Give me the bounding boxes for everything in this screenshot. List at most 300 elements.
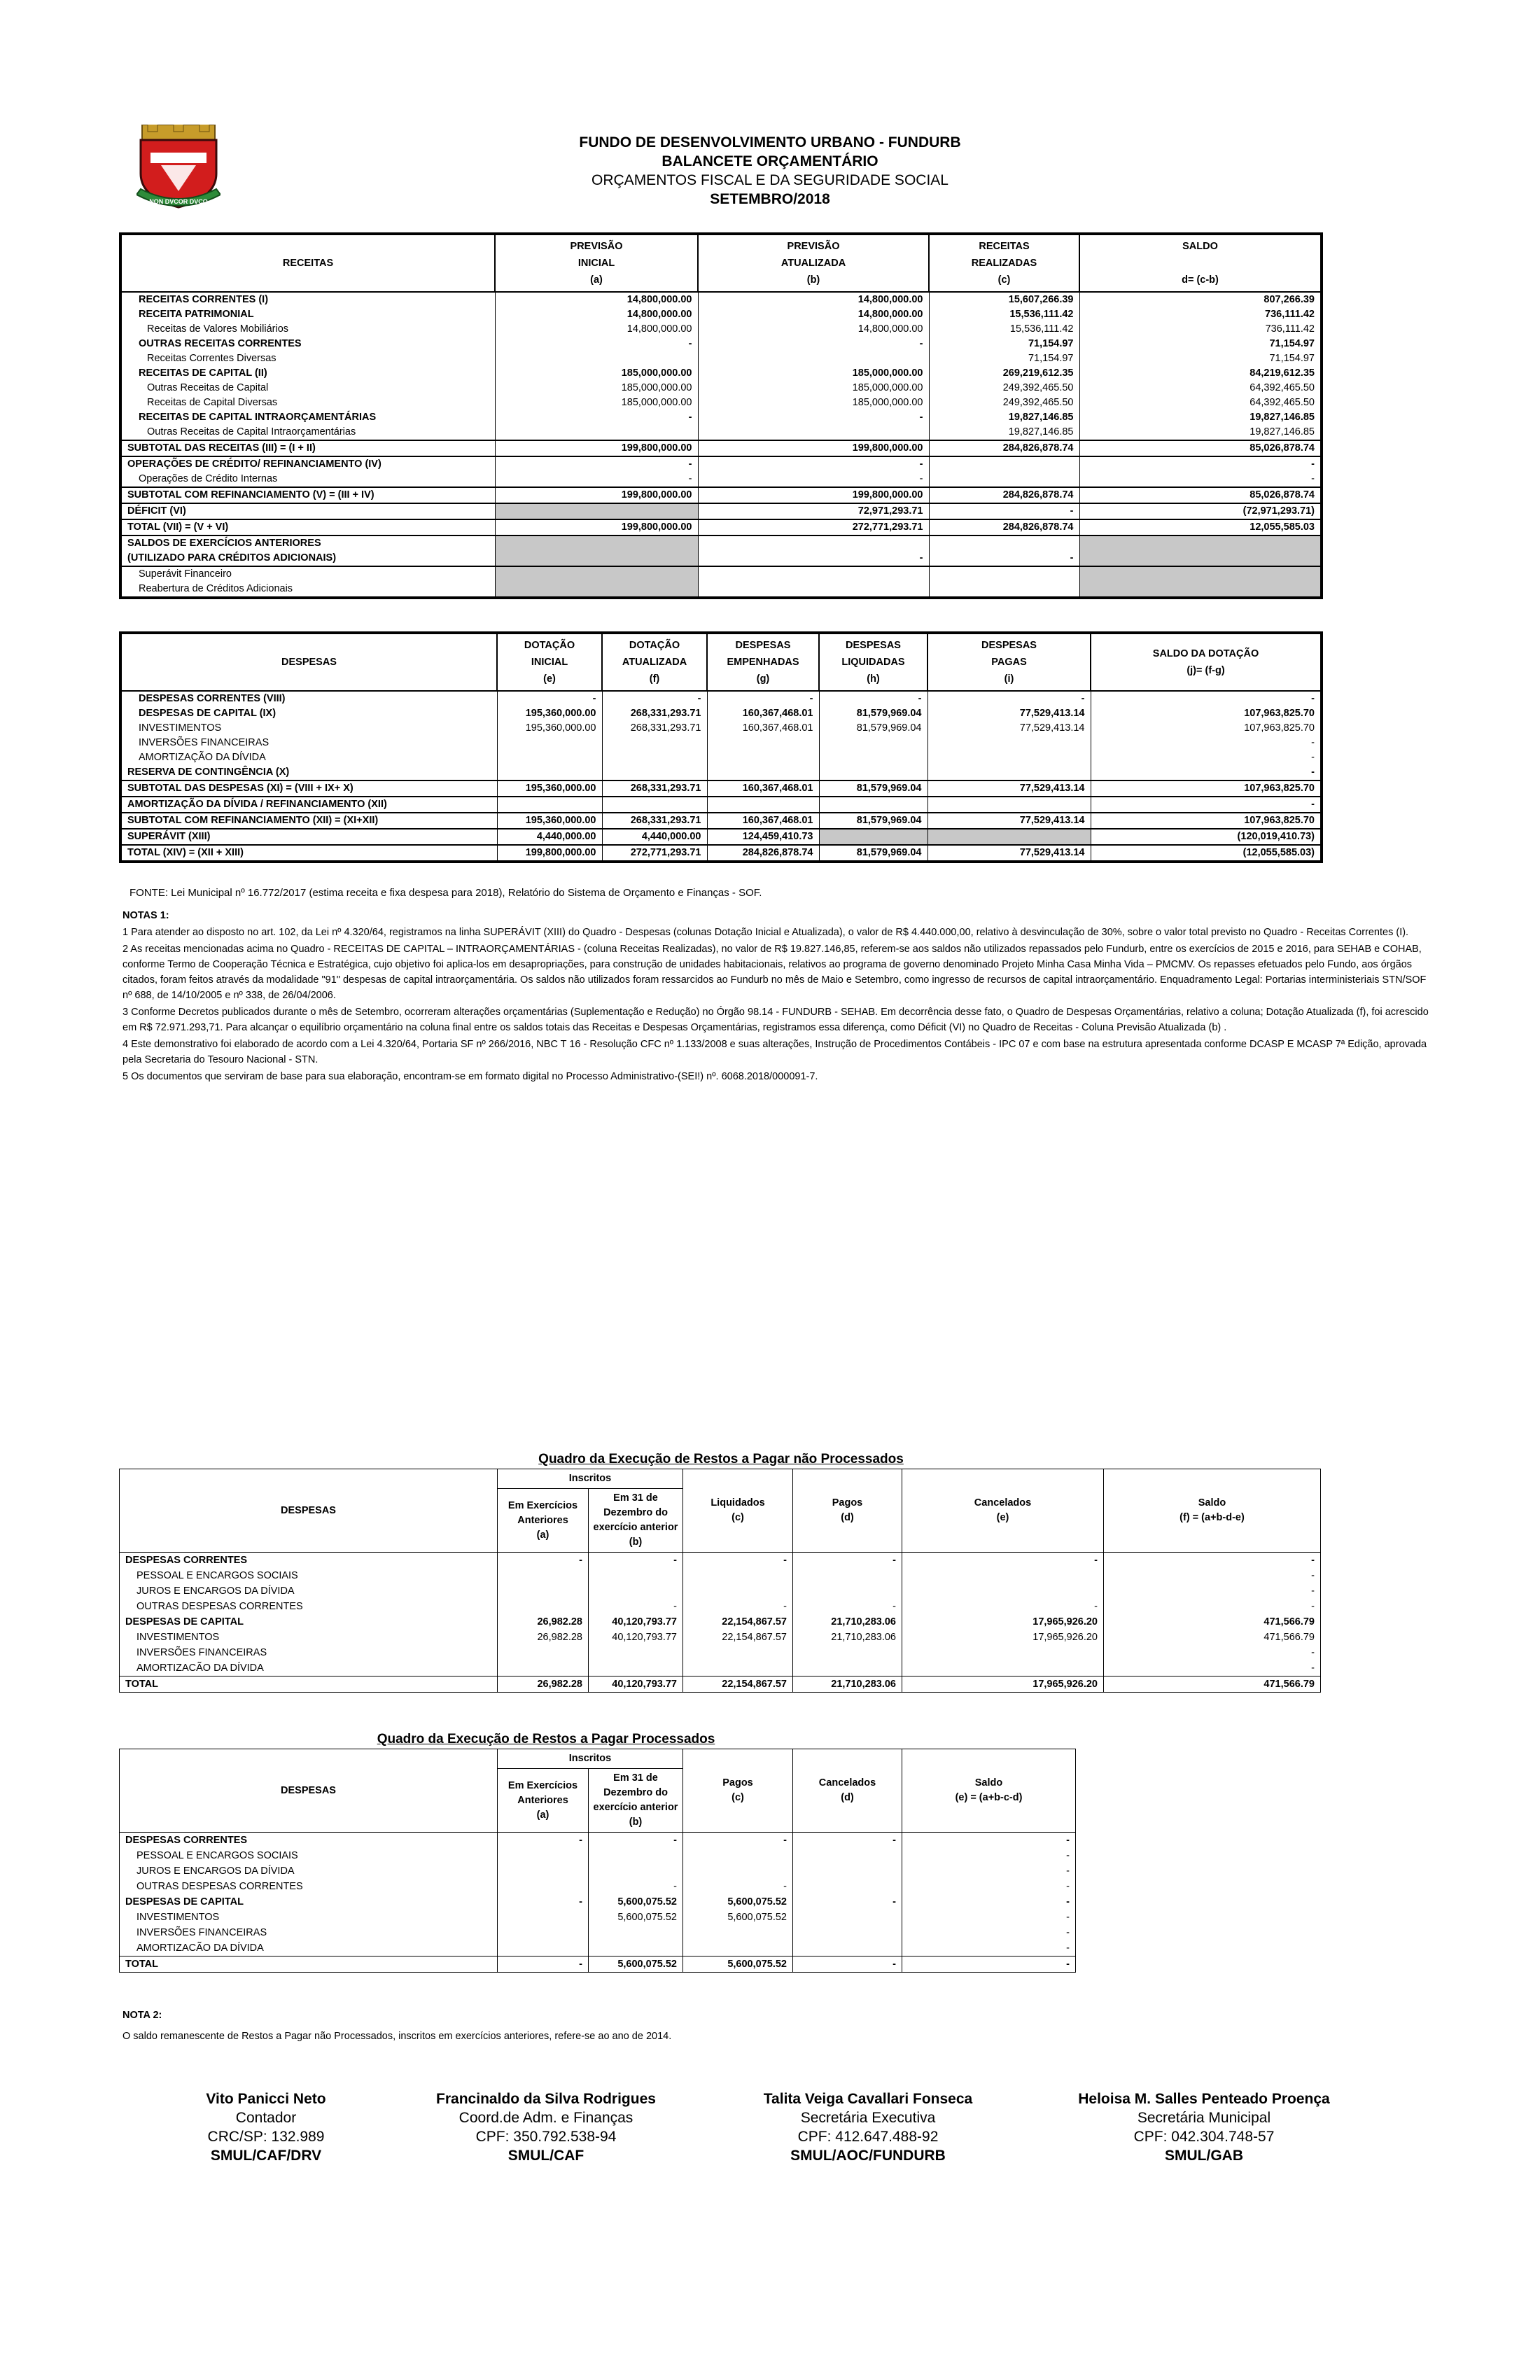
note-4: 4 Este demonstrativo foi elaborado de acordo com a Lei 4.320/64, Portaria SF nº 266/2016, NBC T 16 - Resolução CFC nº 1.133/2008 e suas alterações, Instrução de Procedimentos Contábeis - IPC 07 e com base na estrutura apresentada conforme DCASP E MCASP 7ª Edição, aprovada pela Secretaria do Tesouro Nacional - STN.: [122, 1039, 1427, 1065]
cell-value: -: [1079, 472, 1322, 487]
receitas-row: [120, 410, 1322, 425]
cell-value: -: [902, 1863, 1076, 1879]
cell-value: 249,392,465.50: [929, 396, 1079, 410]
cell-value: 21,710,283.06: [793, 1630, 902, 1645]
cell-value: [902, 1660, 1104, 1676]
signature-3: [728, 2090, 1008, 2165]
cell-value: -: [1091, 736, 1322, 750]
receitas-table: [119, 232, 1323, 599]
cell-value: -: [683, 1553, 793, 1569]
cell-value: [498, 1660, 589, 1676]
cell-value: [927, 736, 1091, 750]
row-label: JUROS E ENCARGOS DA DÍVIDA: [120, 1863, 498, 1879]
cell-value: [683, 1660, 793, 1676]
row-label: Reabertura de Créditos Adicionais: [139, 583, 293, 594]
rpnp-col-cancelados: Cancelados (e): [902, 1469, 1104, 1553]
cell-value: 71,154.97: [1079, 337, 1322, 351]
signature-name: Vito Panicci Neto: [206, 2091, 326, 2107]
cell-value: 72,971,293.71: [698, 503, 929, 519]
document-header: [0, 133, 1540, 209]
cell-value: [927, 765, 1091, 780]
signature-1: [133, 2090, 399, 2165]
cell-value: -: [902, 1940, 1076, 1956]
receitas-row: [120, 381, 1322, 396]
cell-value: 185,000,000.00: [698, 396, 929, 410]
cell-value: -: [698, 456, 929, 472]
cell-value: [602, 797, 707, 813]
cell-value: [683, 1863, 793, 1879]
cell-value: 85,026,878.74: [1079, 440, 1322, 456]
cell-value: [1079, 551, 1322, 566]
receitas-row: [120, 366, 1322, 381]
row-label: RECEITAS DE CAPITAL (II): [139, 368, 267, 379]
source-line: FONTE: Lei Municipal nº 16.772/2017 (estima receita e fixa despesa para 2018), Relatório do Sistema de Orçamento e Finanças - SOF.: [130, 887, 762, 899]
row-label: AMORTIZACÃO DA DÍVIDA: [120, 1660, 498, 1676]
cell-value: [698, 582, 929, 598]
row-label: DESPESAS CORRENTES (VIII): [139, 693, 286, 704]
row-label: SUBTOTAL COM REFINANCIAMENTO (V) = (III + IV): [120, 487, 495, 503]
cell-value: 272,771,293.71: [698, 519, 929, 536]
cell-value: [698, 566, 929, 582]
cell-value: 284,826,878.74: [929, 440, 1079, 456]
cell-value: 14,800,000.00: [698, 322, 929, 337]
cell-value: -: [683, 1833, 793, 1849]
cell-value: [498, 1863, 589, 1879]
cell-value: 19,827,146.85: [1079, 425, 1322, 440]
cell-value: [602, 736, 707, 750]
row-label: INVERSÕES FINANCEIRAS: [120, 1925, 498, 1940]
row-label: RESERVA DE CONTINGÊNCIA (X): [127, 766, 290, 778]
cell-value: [1079, 566, 1322, 582]
rpp-col-inscritos: Inscritos: [498, 1749, 683, 1769]
cell-value: -: [902, 1833, 1076, 1849]
row-label: SUBTOTAL COM REFINANCIAMENTO (XII) = (XI+XII): [120, 813, 497, 829]
row-label: Receitas Correntes Diversas: [147, 353, 276, 364]
cell-value: 64,392,465.50: [1079, 381, 1322, 396]
row-label: OUTRAS DESPESAS CORRENTES: [120, 1599, 498, 1614]
cell-value: [683, 1568, 793, 1583]
signature-role: Contador: [235, 2110, 297, 2126]
cell-value: 160,367,468.01: [707, 721, 819, 736]
cell-value: [495, 551, 698, 566]
cell-value: 85,026,878.74: [1079, 487, 1322, 503]
row-label: INVERSÕES FINANCEIRAS: [120, 1645, 498, 1660]
cell-value: -: [819, 691, 927, 706]
despesas-header-row: DESPESAS DOTAÇÃO INICIAL (e) DOTAÇÃO ATUALIZADA (f) DESPESAS EMPENHADAS (g) DESPESAS LIQUIDADAS (h) DESPESAS PAGAS (i) SALDO DA DOTAÇÃO (j)= (f-g): [120, 633, 1322, 691]
receitas-row: [120, 337, 1322, 351]
cell-value: -: [1104, 1583, 1321, 1599]
note-3: 3 Conforme Decretos publicados durante o mês de Setembro, ocorreram alterações orçamentárias (Suplementação e Redução) no Órgão 98.14 - FUNDURB - SEHAB. Em decorrência desse fato, o Quadro de Despesas Orçamentárias, relativo a coluna; Dotação Atualizada (f), foi acrescido em R$ 72.971.293,71. Para alcançar o equilíbrio orçamentário na coluna final entre os saldos totais das Receitas e Despesas Orçamentárias, registramos essa diferença, como Déficit (VI) no Quadro de Receitas - Coluna Previsão Atualizada (b) .: [122, 1007, 1429, 1033]
cell-value: 199,800,000.00: [497, 845, 602, 862]
cell-value: -: [1104, 1660, 1321, 1676]
cell-value: 15,536,111.42: [929, 322, 1079, 337]
cell-value: 4,440,000.00: [497, 829, 602, 845]
despesas-row: [120, 797, 1322, 813]
row-label: SUBTOTAL DAS RECEITAS (III) = (I + II): [120, 440, 495, 456]
rpp-row: [120, 1940, 1076, 1956]
cell-value: -: [698, 410, 929, 425]
cell-value: [498, 1940, 589, 1956]
row-label: DÉFICIT (VI): [120, 503, 495, 519]
cell-value: 19,827,146.85: [929, 425, 1079, 440]
cell-value: 12,055,585.03: [1079, 519, 1322, 536]
cell-value: [495, 351, 698, 366]
cell-value: 5,600,075.52: [683, 1956, 793, 1973]
cell-value: [707, 797, 819, 813]
cell-value: -: [929, 551, 1079, 566]
cell-value: 160,367,468.01: [707, 706, 819, 721]
row-label: OUTRAS RECEITAS CORRENTES: [139, 338, 302, 349]
row-label: Receitas de Capital Diversas: [147, 397, 278, 408]
rpnp-total-row: [120, 1676, 1321, 1693]
cell-value: 124,459,410.73: [707, 829, 819, 845]
row-label: Outras Receitas de Capital Intraorçamentárias: [147, 426, 356, 438]
despesas-row: [120, 736, 1322, 750]
receitas-row: [120, 456, 1322, 472]
cell-value: 26,982.28: [498, 1630, 589, 1645]
cell-value: 272,771,293.71: [602, 845, 707, 862]
cell-value: -: [498, 1553, 589, 1569]
cell-value: -: [1091, 750, 1322, 765]
cell-value: 77,529,413.14: [927, 706, 1091, 721]
cell-value: 185,000,000.00: [698, 381, 929, 396]
signature-doc: CRC/SP: 132.989: [207, 2129, 325, 2145]
cell-value: [819, 765, 927, 780]
cell-value: 199,800,000.00: [495, 519, 698, 536]
cell-value: [498, 1848, 589, 1863]
cell-value: -: [495, 456, 698, 472]
nota2-section: [122, 2008, 1435, 2045]
cell-value: -: [1091, 765, 1322, 780]
cell-value: 5,600,075.52: [589, 1894, 683, 1910]
cell-value: -: [929, 503, 1079, 519]
cell-value: -: [1104, 1645, 1321, 1660]
rpp-row: [120, 1879, 1076, 1894]
cell-value: 268,331,293.71: [602, 780, 707, 797]
cell-value: [498, 1599, 589, 1614]
cell-value: [793, 1925, 902, 1940]
report-period: SETEMBRO/2018: [710, 191, 830, 207]
nota2-title: NOTA 2:: [122, 2010, 162, 2021]
row-label: SALDOS DE EXERCÍCIOS ANTERIORES: [120, 536, 495, 551]
cell-value: 40,120,793.77: [589, 1614, 683, 1630]
rpnp-row: [120, 1583, 1321, 1599]
cell-value: 268,331,293.71: [602, 721, 707, 736]
cell-value: 107,963,825.70: [1091, 813, 1322, 829]
cell-value: 81,579,969.04: [819, 813, 927, 829]
cell-value: -: [927, 691, 1091, 706]
despesas-row: [120, 721, 1322, 736]
cell-value: [602, 765, 707, 780]
cell-value: [1079, 582, 1322, 598]
row-label: DESPESAS CORRENTES: [120, 1553, 498, 1569]
cell-value: 199,800,000.00: [495, 487, 698, 503]
row-label: DESPESAS DE CAPITAL (IX): [139, 708, 276, 719]
note-2: 2 As receitas mencionadas acima no Quadro - RECEITAS DE CAPITAL – INTRAORÇAMENTÁRIAS - (coluna Receitas Realizadas), no valor de R$ 19.827.146,85, referem-se aos saldos não utilizados repassados pelo Fundurb, entre os exercícios de 2015 e 2016, para SEHAB e COHAB, conforme Termo de Cooperação Técnica e Estratégica, cujo objetivo foi aplica-los em desapropriações, para construção de unidades habitacionais, relativos ao programa de governo denominado Projeto Minha Casa Minha Vida – PMCMV. Os repasses efetuados pelo Fundo, aos órgãos citados, foram feitos através da modalidade "91" despesas de capital intraorçamentária. Os saldos não utilizados foram ressarcidos ao Fundurb no mês de Maio e Setembro, como ingresso de recursos de capital intraorçamentário. Enquadramento Legal: Portarias interministeriais STN/SOF nº 688, de 14/10/2005 e nº 338, de 26/04/2006.: [122, 944, 1427, 1001]
signature-doc: CPF: 350.792.538-94: [475, 2129, 617, 2145]
rpp-row: [120, 1910, 1076, 1925]
svg-text:NON DVCOR DVCO: NON DVCOR DVCO: [149, 198, 208, 205]
cell-value: [683, 1583, 793, 1599]
cell-value: [819, 750, 927, 765]
receitas-row: [120, 503, 1322, 519]
row-label: OUTRAS DESPESAS CORRENTES: [120, 1879, 498, 1894]
cell-value: 5,600,075.52: [589, 1956, 683, 1973]
rpnp-col-a: Em Exercícios Anteriores (a): [498, 1489, 589, 1553]
cell-value: -: [698, 472, 929, 487]
rpp-col-b: Em 31 de Dezembro do exercício anterior (b): [589, 1769, 683, 1833]
cell-value: 22,154,867.57: [683, 1630, 793, 1645]
row-label: INVESTIMENTOS: [120, 1630, 498, 1645]
rp-nao-processados-table: [119, 1469, 1321, 1693]
cell-value: [1079, 536, 1322, 551]
signature-doc: CPF: 042.304.748-57: [1133, 2129, 1275, 2145]
cell-value: -: [902, 1599, 1104, 1614]
rpnp-row: [120, 1553, 1321, 1569]
cell-value: [819, 797, 927, 813]
cell-value: [707, 736, 819, 750]
cell-value: 195,360,000.00: [497, 813, 602, 829]
cell-value: [497, 750, 602, 765]
cell-value: 26,982.28: [498, 1676, 589, 1693]
cell-value: [589, 1645, 683, 1660]
cell-value: 71,154.97: [929, 351, 1079, 366]
signature-name: Talita Veiga Cavallari Fonseca: [763, 2091, 973, 2107]
row-label: INVERSÕES FINANCEIRAS: [139, 737, 270, 748]
cell-value: 77,529,413.14: [927, 780, 1091, 797]
rpnp-col-saldo: Saldo (f) = (a+b-d-e): [1104, 1469, 1321, 1553]
row-label: INVESTIMENTOS: [120, 1910, 498, 1925]
cell-value: -: [902, 1879, 1076, 1894]
cell-value: -: [793, 1894, 902, 1910]
cell-value: -: [498, 1833, 589, 1849]
report-subtitle: ORÇAMENTOS FISCAL E DA SEGURIDADE SOCIAL: [592, 172, 948, 188]
cell-value: 199,800,000.00: [698, 487, 929, 503]
cell-value: [929, 566, 1079, 582]
cell-value: 22,154,867.57: [683, 1676, 793, 1693]
despesas-row: [120, 706, 1322, 721]
row-label: TOTAL (VII) = (V + VI): [120, 519, 495, 536]
rpp-col-pagos: Pagos (c): [683, 1749, 793, 1833]
cell-value: [589, 1863, 683, 1879]
row-label: JUROS E ENCARGOS DA DÍVIDA: [120, 1583, 498, 1599]
cell-value: 5,600,075.52: [683, 1894, 793, 1910]
cell-value: 84,219,612.35: [1079, 366, 1322, 381]
row-label: AMORTIZAÇÃO DA DÍVIDA: [139, 752, 266, 763]
cell-value: [819, 736, 927, 750]
cell-value: -: [589, 1599, 683, 1614]
notes-title: NOTAS 1:: [122, 910, 169, 921]
cell-value: -: [495, 337, 698, 351]
notes-section: [122, 886, 1435, 1086]
receitas-row: [120, 322, 1322, 337]
cell-value: 81,579,969.04: [819, 845, 927, 862]
cell-value: [929, 472, 1079, 487]
rpnp-row: [120, 1568, 1321, 1583]
cell-value: [498, 1879, 589, 1894]
cell-value: -: [589, 1833, 683, 1849]
row-label: RECEITAS DE CAPITAL INTRAORÇAMENTÁRIAS: [139, 412, 377, 423]
cell-value: 5,600,075.52: [683, 1910, 793, 1925]
cell-value: 471,566.79: [1104, 1676, 1321, 1693]
signature-unit: SMUL/CAF/DRV: [210, 2148, 322, 2164]
cell-value: 81,579,969.04: [819, 780, 927, 797]
cell-value: -: [1091, 691, 1322, 706]
rpp-col-despesas: DESPESAS: [120, 1749, 498, 1833]
cell-value: [683, 1645, 793, 1660]
cell-value: 736,111.42: [1079, 322, 1322, 337]
despesas-row: [120, 813, 1322, 829]
cell-value: -: [902, 1925, 1076, 1940]
cell-value: 77,529,413.14: [927, 813, 1091, 829]
cell-value: 19,827,146.85: [929, 410, 1079, 425]
receitas-row: [120, 440, 1322, 456]
receitas-row: [120, 566, 1322, 582]
cell-value: 249,392,465.50: [929, 381, 1079, 396]
cell-value: [819, 829, 927, 845]
cell-value: [589, 1568, 683, 1583]
cell-value: 185,000,000.00: [495, 381, 698, 396]
cell-value: 4,440,000.00: [602, 829, 707, 845]
row-label: DESPESAS DE CAPITAL: [120, 1614, 498, 1630]
cell-value: -: [707, 691, 819, 706]
cell-value: 14,800,000.00: [495, 307, 698, 322]
cell-value: [902, 1645, 1104, 1660]
row-label: AMORTIZAÇÃO DA DÍVIDA / REFINANCIAMENTO (XII): [120, 797, 497, 813]
cell-value: -: [902, 1894, 1076, 1910]
cell-value: 5,600,075.52: [589, 1910, 683, 1925]
cell-value: [929, 536, 1079, 551]
cell-value: [929, 582, 1079, 598]
note-1: 1 Para atender ao disposto no art. 102, da Lei nº 4.320/64, registramos na linha SUPERÁVIT (XIII) do Quadro - Despesas (colunas Dotação Inicial e Atualizada), o valor de R$ 4.440.000,00, relativo à desvinculação de 30%, sobre o valor total previsto no Quadro - Receitas Correntes (I).: [122, 927, 1409, 938]
cell-value: [498, 1645, 589, 1660]
cell-value: -: [495, 472, 698, 487]
row-label: PESSOAL E ENCARGOS SOCIAIS: [120, 1848, 498, 1863]
cell-value: [589, 1925, 683, 1940]
signature-2: [413, 2090, 679, 2165]
cell-value: [495, 536, 698, 551]
cell-value: [495, 582, 698, 598]
cell-value: [683, 1925, 793, 1940]
cell-value: -: [1079, 456, 1322, 472]
cell-value: 185,000,000.00: [698, 366, 929, 381]
cell-value: -: [793, 1956, 902, 1973]
cell-value: 107,963,825.70: [1091, 780, 1322, 797]
cell-value: -: [1104, 1599, 1321, 1614]
row-label: TOTAL (XIV) = (XII + XIII): [120, 845, 497, 862]
cell-value: [497, 736, 602, 750]
cell-value: -: [698, 551, 929, 566]
cell-value: 14,800,000.00: [698, 292, 929, 307]
row-label: RECEITAS CORRENTES (I): [139, 294, 269, 305]
cell-value: [793, 1879, 902, 1894]
rpp-row: [120, 1848, 1076, 1863]
row-label: (UTILIZADO PARA CRÉDITOS ADICIONAIS): [127, 552, 337, 564]
cell-value: [793, 1660, 902, 1676]
cell-value: -: [589, 1553, 683, 1569]
despesas-row: [120, 845, 1322, 862]
rp-processados-table: [119, 1749, 1076, 1973]
cell-value: [497, 797, 602, 813]
row-label: INVESTIMENTOS: [139, 722, 222, 734]
cell-value: -: [793, 1553, 902, 1569]
cell-value: 471,566.79: [1104, 1630, 1321, 1645]
rpnp-col-despesas: DESPESAS: [120, 1469, 498, 1553]
signature-unit: SMUL/CAF: [507, 2148, 584, 2164]
cell-value: [927, 797, 1091, 813]
cell-value: (120,019,410.73): [1091, 829, 1322, 845]
cell-value: [793, 1910, 902, 1925]
row-label: TOTAL: [120, 1956, 498, 1973]
despesas-row: [120, 765, 1322, 780]
despesas-table: [119, 631, 1323, 863]
cell-value: [498, 1583, 589, 1599]
cell-value: -: [698, 337, 929, 351]
cell-value: -: [902, 1910, 1076, 1925]
signature-name: Heloisa M. Salles Penteado Proença: [1078, 2091, 1330, 2107]
cell-value: 199,800,000.00: [698, 440, 929, 456]
rpnp-header-row-1: [120, 1469, 1321, 1489]
cell-value: [793, 1568, 902, 1583]
receitas-row: [120, 307, 1322, 322]
cell-value: 199,800,000.00: [495, 440, 698, 456]
cell-value: 268,331,293.71: [602, 706, 707, 721]
row-label: OPERAÇÕES DE CRÉDITO/ REFINANCIAMENTO (IV): [120, 456, 495, 472]
cell-value: [929, 456, 1079, 472]
cell-value: 81,579,969.04: [819, 721, 927, 736]
despesas-row: [120, 750, 1322, 765]
cell-value: 284,826,878.74: [929, 487, 1079, 503]
cell-value: -: [902, 1956, 1076, 1973]
fund-name: FUNDO DE DESENVOLVIMENTO URBANO - FUNDURB: [579, 134, 961, 150]
cell-value: 21,710,283.06: [793, 1614, 902, 1630]
receitas-row: [120, 396, 1322, 410]
cell-value: 71,154.97: [929, 337, 1079, 351]
cell-value: 14,800,000.00: [495, 322, 698, 337]
row-label: DESPESAS CORRENTES: [120, 1833, 498, 1849]
row-label: SUPERÁVIT (XIII): [120, 829, 497, 845]
cell-value: [793, 1848, 902, 1863]
cell-value: -: [793, 1833, 902, 1849]
cell-value: [793, 1863, 902, 1879]
receitas-header-row: RECEITAS PREVISÃO INICIAL (a) PREVISÃO ATUALIZADA (b) RECEITAS REALIZADAS (c) SALDO d= (c-b): [120, 234, 1322, 292]
signature-role: Secretária Executiva: [800, 2110, 936, 2126]
cell-value: -: [683, 1599, 793, 1614]
cell-value: [927, 829, 1091, 845]
cell-value: [698, 536, 929, 551]
cell-value: -: [1104, 1568, 1321, 1583]
cell-value: 22,154,867.57: [683, 1614, 793, 1630]
cell-value: -: [497, 691, 602, 706]
row-label: RECEITA PATRIMONIAL: [139, 309, 254, 320]
cell-value: [589, 1940, 683, 1956]
signature-role: Coord.de Adm. e Finanças: [458, 2110, 634, 2126]
cell-value: [707, 765, 819, 780]
cell-value: 195,360,000.00: [497, 780, 602, 797]
cell-value: [698, 351, 929, 366]
cell-value: [498, 1568, 589, 1583]
cell-value: [602, 750, 707, 765]
cell-value: 284,826,878.74: [929, 519, 1079, 536]
rpnp-col-inscritos: Inscritos: [498, 1469, 683, 1489]
cell-value: -: [902, 1848, 1076, 1863]
rpp-row: [120, 1833, 1076, 1849]
cell-value: 17,965,926.20: [902, 1614, 1104, 1630]
rp-processados-title: Quadro da Execução de Restos a Pagar Processados: [377, 1732, 715, 1746]
receitas-row: [120, 292, 1322, 307]
cell-value: 21,710,283.06: [793, 1676, 902, 1693]
row-label: PESSOAL E ENCARGOS SOCIAIS: [120, 1568, 498, 1583]
